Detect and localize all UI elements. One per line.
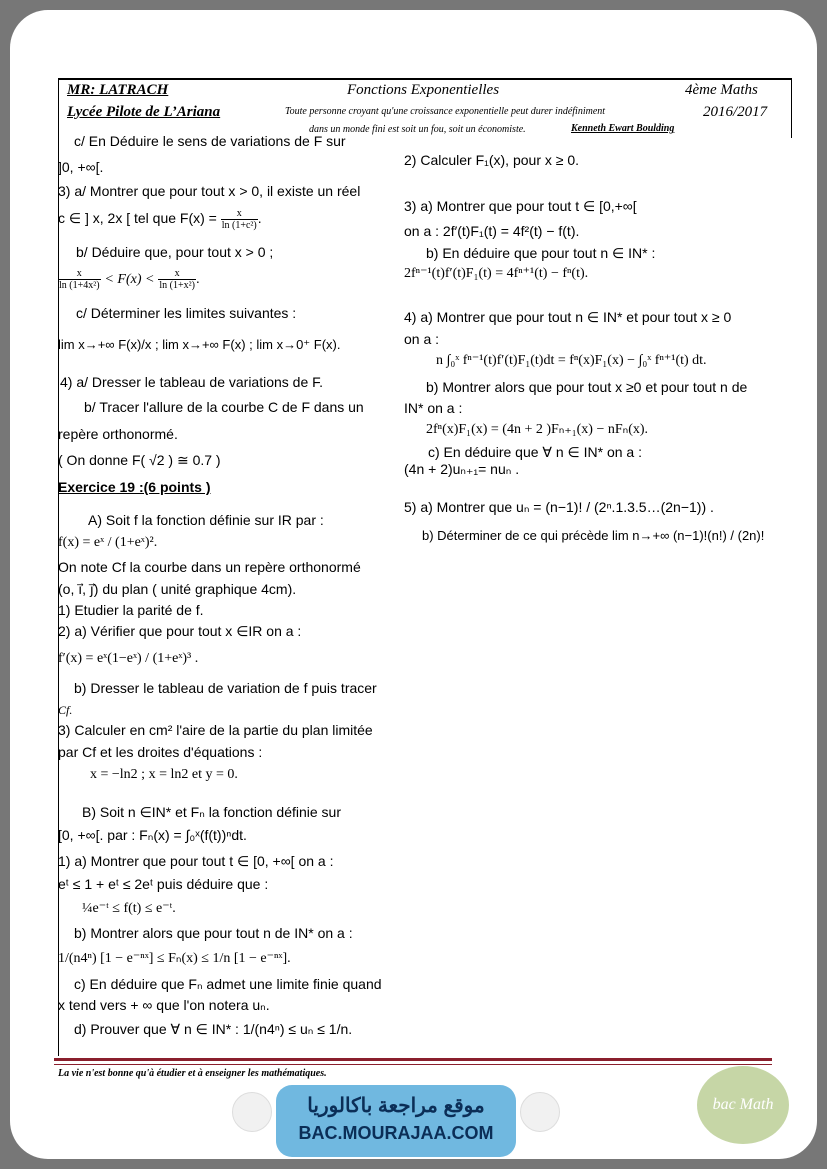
text-line: c) En déduire que ∀ n ∈ IN* on a : bbox=[428, 444, 642, 460]
formula-line: n ∫₀ˣ fⁿ⁻¹(t)f′(t)F₁(t)dt = fⁿ(x)F₁(x) − ∫₀ˣ fⁿ⁺¹(t) dt. bbox=[436, 353, 707, 368]
fraction: $\frac{x}{\text{ln (1+c²)}}$ bbox=[221, 208, 257, 231]
formula-line: (4n + 2)uₙ₊₁= nuₙ . bbox=[404, 461, 520, 477]
text-line: b) Montrer alors que pour tout x ≥0 et pour tout n de bbox=[426, 379, 748, 395]
text-line: 4) a) Montrer que pour tout n ∈ IN* et pour tout x ≥ 0 bbox=[404, 309, 732, 325]
text-line: par Cf et les droites d'équations : bbox=[58, 744, 263, 760]
school-logo-icon bbox=[520, 1092, 560, 1132]
text-line: d) Prouver que ∀ n ∈ IN* : 1/(n4ⁿ) ≤ uₙ ≤ 1/n. bbox=[74, 1021, 353, 1037]
formula-line: 2fⁿ(x)F₁(x) = (4n + 2 )Fₙ₊₁(x) − nFₙ(x). bbox=[426, 422, 649, 437]
text-line: 3) a) Montrer que pour tout t ∈ [0,+∞[ bbox=[404, 198, 637, 214]
footer-rule-thin bbox=[54, 1064, 772, 1065]
text-line: B) Soit n ∈IN* et Fₙ la fonction définie sur bbox=[82, 804, 341, 820]
site-banner[interactable] bbox=[276, 1085, 516, 1157]
text-line: 2) a) Vérifier que pour tout x ∈IR on a : bbox=[58, 623, 302, 639]
formula-line: 1/(n4ⁿ) [1 − e⁻ⁿˣ] ≤ Fₙ(x) ≤ 1/n [1 − e⁻ⁿˣ]. bbox=[58, 951, 291, 966]
limits-line: lim x→+∞ F(x)/x ; lim x→+∞ F(x) ; lim x→0⁺ F(x). bbox=[58, 337, 341, 352]
formula-line: ¼e⁻ᵗ ≤ f(t) ≤ e⁻ᵗ. bbox=[82, 901, 176, 916]
exercise-title: Exercice 19 :(6 points ) bbox=[58, 479, 211, 495]
text-line: b) En déduire que pour tout n ∈ IN* : bbox=[426, 245, 656, 261]
header-box bbox=[58, 78, 792, 138]
quote-line-1: Toute personne croyant qu'une croissance exponentielle peut durer indéfiniment bbox=[285, 106, 606, 117]
text-line: [0, +∞[. par : Fₙ(x) = ∫₀ˣ(f(t))ⁿdt. bbox=[58, 827, 247, 843]
banner-arabic: موقع مراجعة باكالوريا bbox=[307, 1095, 485, 1117]
banner-url[interactable]: BAC.MOURAJAA.COM bbox=[298, 1123, 494, 1143]
school-name: Lycée Pilote de L’Ariana bbox=[67, 104, 221, 120]
fraction: $\frac{x}{\text{ln (1+x²)}}$ bbox=[159, 268, 195, 291]
text-line: 3) a/ Montrer que pour tout x > 0, il existe un réel bbox=[58, 183, 361, 199]
text-line: b) Montrer alors que pour tout n de IN* on a : bbox=[74, 925, 353, 941]
text-line: 1) a) Montrer que pour tout t ∈ [0, +∞[ on a : bbox=[58, 853, 334, 869]
class-level: 4ème Maths bbox=[685, 82, 758, 98]
text-line: (o, i⃗, j⃗) du plan ( unité graphique 4cm). bbox=[58, 581, 297, 597]
text-line: Cf. bbox=[58, 703, 73, 717]
text-line: b/ Tracer l'allure de la courbe C de F dans un bbox=[84, 399, 364, 415]
formula-line: f(x) = eˣ / (1+eˣ)². bbox=[58, 535, 158, 550]
text-line: c/ Déterminer les limites suivantes : bbox=[76, 305, 297, 321]
formula-line: on a : 2f′(t)F₁(t) = 4f²(t) − f(t). bbox=[404, 223, 580, 239]
formula-line: f′(x) = eˣ(1−eˣ) / (1+eˣ)³ . bbox=[58, 651, 199, 666]
text-line: x tend vers + ∞ que l'on notera uₙ. bbox=[58, 997, 270, 1013]
formula-line: c ∈ ] x, 2x [ tel que F(x) = $\frac{x}{\text{ln (1+c²)}}$ . bbox=[58, 208, 262, 231]
text-line: b) Dresser le tableau de variation de f puis tracer bbox=[74, 680, 377, 696]
school-logo-icon bbox=[232, 1092, 272, 1132]
text-line: A) Soit f la fonction définie sur IR par : bbox=[88, 512, 324, 528]
formula-line: 2fⁿ⁻¹(t)f′(t)F₁(t) = 4fⁿ⁺¹(t) − fⁿ(t). bbox=[404, 266, 589, 281]
text-line: b) Déterminer de ce qui précède lim n→+∞ (n−1)!(n!) / (2n)! bbox=[422, 528, 765, 543]
text-line: 5) a) Montrer que uₙ = (n−1)! / (2ⁿ.1.3.5…(2n−1)) . bbox=[404, 499, 714, 515]
text-line: 1) Etudier la parité de f. bbox=[58, 602, 204, 618]
text-line: repère orthonormé. bbox=[58, 426, 178, 442]
text-line: 3) Calculer en cm² l'aire de la partie du plan limitée bbox=[58, 722, 373, 738]
text-line: b/ Déduire que, pour tout x > 0 ; bbox=[76, 244, 274, 260]
text-line: eᵗ ≤ 1 + eᵗ ≤ 2eᵗ puis déduire que : bbox=[58, 876, 269, 892]
text-line: 2) Calculer F₁(x), pour x ≥ 0. bbox=[404, 152, 580, 168]
school-year: 2016/2017 bbox=[703, 104, 768, 120]
text-line: c/ En Déduire le sens de variations de F sur bbox=[74, 133, 346, 149]
footer-rule bbox=[54, 1058, 772, 1061]
bac-math-logo: bac Math bbox=[697, 1066, 789, 1144]
text-line: ]0, +∞[. bbox=[58, 159, 104, 175]
document-title: Fonctions Exponentielles bbox=[347, 82, 500, 98]
quote-line-2: dans un monde fini est soit un fou, soit un économiste. bbox=[309, 124, 526, 135]
text-line: c) En déduire que Fₙ admet une limite finie quand bbox=[74, 976, 382, 992]
quote-author: Kenneth Ewart Boulding bbox=[571, 123, 675, 134]
text-line: ( On donne F( √2 ) ≅ 0.7 ) bbox=[58, 452, 221, 468]
text-line: On note Cf la courbe dans un repère orthonormé bbox=[58, 559, 361, 575]
text-line: on a : bbox=[404, 331, 440, 347]
footer-motto: La vie n'est bonne qu'à étudier et à enseigner les mathématiques. bbox=[58, 1068, 327, 1079]
formula-line: x = −ln2 ; x = ln2 et y = 0. bbox=[90, 767, 238, 782]
teacher-name: MR: LATRACH bbox=[67, 82, 169, 98]
text-line: IN* on a : bbox=[404, 400, 463, 416]
formula-line: $\frac{x}{\text{ln (1+4x²)}}$ < F(x) < $\frac{x}{\text{ln (1+x²)}}$ . bbox=[59, 268, 200, 291]
fraction: $\frac{x}{\text{ln (1+4x²)}}$ bbox=[59, 268, 100, 291]
text-line: 4) a/ Dresser le tableau de variations de F. bbox=[60, 374, 324, 390]
